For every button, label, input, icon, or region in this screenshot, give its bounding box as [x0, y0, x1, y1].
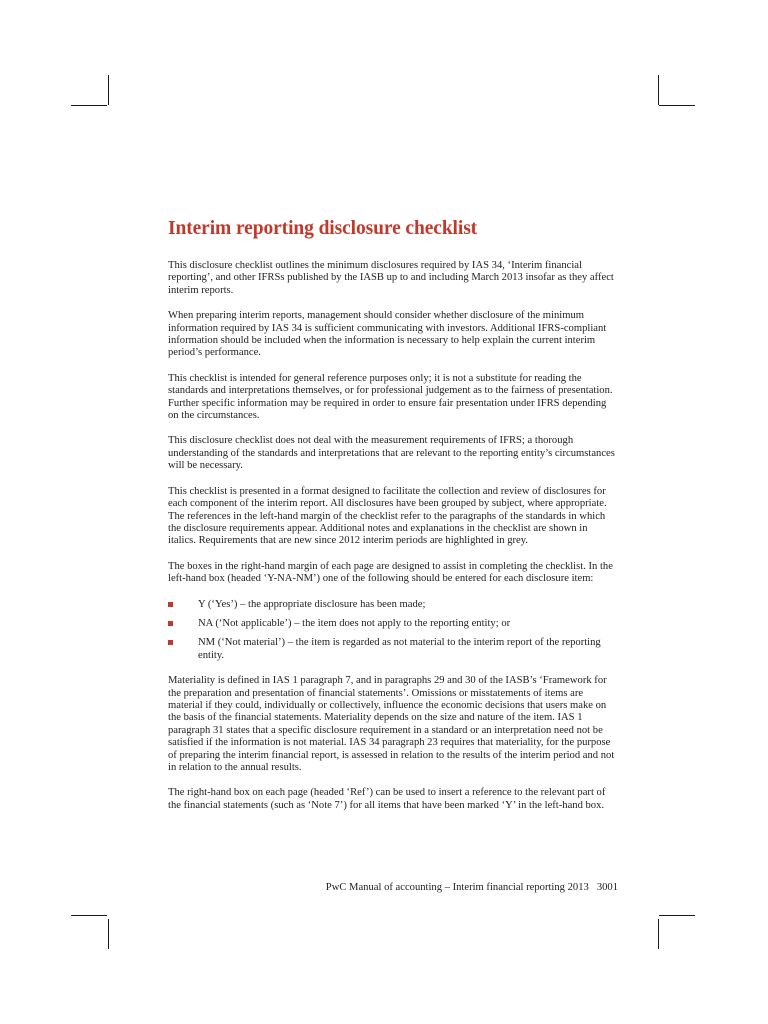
list-item: [168, 618, 618, 630]
paragraph-ref-box: The right-hand box on each page (headed ‘Ref’) can be used to insert a reference to the relevant part of the financial statements (such as ‘Note 7’) for all items that have been marked ‘Y’ in the left-hand box.: [168, 787, 606, 811]
paragraph-boxes: The boxes in the right-hand margin of each page are designed to assist in completing the checklist. In the left-hand box (headed ‘Y-NA-NM’) one of the following should be entered for each disclosure item:: [168, 560, 613, 585]
page-number: 3001: [596, 882, 618, 893]
crop-mark-top-left-horizontal: [71, 105, 107, 106]
crop-mark-bottom-right-vertical: [658, 919, 659, 949]
bullet-square-icon: [168, 602, 173, 607]
list-item-text: Y (‘Yes’) – the appropriate disclosure has been made;: [198, 598, 426, 610]
page-footer: [326, 882, 618, 893]
paragraph-intro: This disclosure checklist outlines the minimum disclosures required by IAS 34, ‘Interim financial reporting’, and other IFRSs published by the IASB up to and including March 2013 insofar as they affect interim reports.: [168, 260, 614, 296]
crop-mark-bottom-left-vertical: [108, 919, 109, 949]
list-item-text: NA (‘Not applicable’) – the item does not apply to the reporting entity; or: [198, 617, 511, 629]
disclosure-code-list: [168, 599, 618, 663]
crop-mark-top-right-horizontal: [659, 105, 695, 106]
footer-text: PwC Manual of accounting – Interim financial reporting 2013: [325, 882, 589, 893]
crop-mark-bottom-left-horizontal: [71, 915, 107, 916]
bullet-square-icon: [168, 621, 173, 626]
page-title: Interim reporting disclosure checklist: [168, 218, 478, 239]
list-item: [168, 599, 618, 611]
paragraph-preparing: When preparing interim reports, management should consider whether disclosure of the minimum information required by IAS 34 is sufficient communicating with investors. Additional IFRS-compliant information should be included when the information is necessary to help explain the current interim period’s performance.: [168, 310, 607, 359]
list-item-text: NM (‘Not material’) – the item is regarded as not material to the interim report of the reporting entity.: [198, 637, 601, 661]
paragraph-materiality: Materiality is defined in IAS 1 paragraph 7, and in paragraphs 29 and 30 of the IASB’s ‘Framework for the preparation and presentation of financial statements’. Omissions or misstatements of items are material if they could, individually or collectively, influence the economic decisions that users make on the basis of the financial statements. Materiality depends on the size and nature of the item. IAS 1 paragraph 31 states that a specific disclosure requirement in a standard or an interpretation need not be satisfied if the information is not material. IAS 34 paragraph 23 requires that materiality, for the purpose of preparing the interim financial report, is assessed in relation to the results of the interim period and not in relation to the annual results.: [168, 675, 615, 773]
crop-mark-bottom-right-horizontal: [659, 915, 695, 916]
bullet-square-icon: [168, 640, 173, 645]
crop-mark-top-right-vertical: [658, 75, 659, 105]
paragraph-format: This checklist is presented in a format designed to facilitate the collection and review of disclosures for each component of the interim report. All disclosures have been grouped by subject, where appropriate. The references in the left-hand margin of the checklist refer to the paragraphs of the standards in which the disclosure requirements appear. Additional notes and explanations in the checklist are shown in italics. Requirements that are new since 2012 interim periods are highlighted in grey.: [168, 485, 607, 547]
page-content: [168, 218, 618, 825]
crop-mark-top-left-vertical: [108, 75, 109, 105]
paragraph-reference-purposes: This checklist is intended for general reference purposes only; it is not a substitute for reading the standards and interpretations themselves, or for professional judgement as to the fairness of presentation. Further specific information may be required in order to ensure fair presentation under IFRS depending on the circumstances.: [168, 372, 613, 422]
paragraph-measurement: This disclosure checklist does not deal with the measurement requirements of IFRS; a thorough understanding of the standards and interpretations that are relevant to the reporting entity’s circumstances will be necessary.: [168, 435, 615, 472]
list-item: [168, 637, 618, 662]
